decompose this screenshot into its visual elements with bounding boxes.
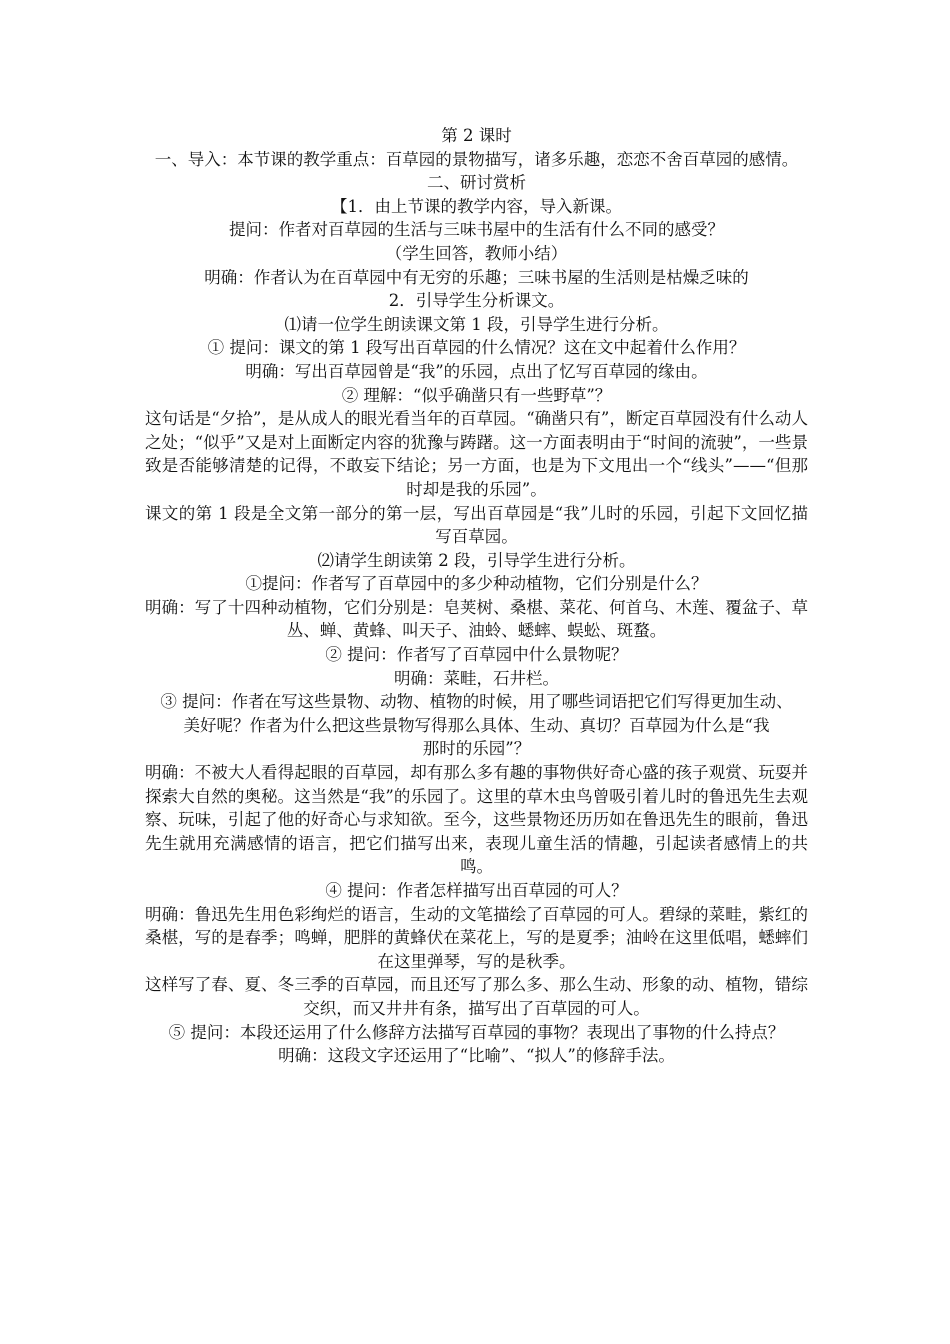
answer-3: 明确：写了十四种动植物，它们分别是：皂荚树、桑椹、菜花、何首乌、木莲、覆盆子、草丛、蝉、黄蜂、叫天子、油蛉、蟋蟀、蜈蚣、斑蝥。 [145,597,808,641]
question-5-part-3: 那时的乐园”？ [422,739,531,759]
analysis-paragraph: 这句话是“夕拾”，是从成人的眼光看当年的百草园。“确凿只有”，断定百草园没有什么动人之处；“似乎”又是对上面断定内容的犹豫与踌躇。这一方面表明由于“时间的流驶”，一些景致是否能够清楚的记得，不敢妄下结论；另一方面，也是为下文甩出一个“线头”——“但那时却是我的乐园”。 [145,409,808,499]
section-heading: 二、研讨赏析 [427,173,526,193]
intro-paragraph: 一、导入：本节课的教学重点：百草园的景物描写，诸多乐趣，恋恋不舍百草园的感情。 [154,149,799,169]
summary-paragraph: 课文的第 1 段是全文第一部分的第一层，写出百草园是“我”儿时的乐园，引起下文回忆描写百草园。 [145,503,808,547]
question-3: ①提问：作者写了百草园中的多少种动植物，它们分别是什么？ [245,574,708,594]
answer-line: 明确：作者认为在百草园中有无穷的乐趣；三味书屋的生活则是枯燥乏味的 [204,267,749,287]
student-answer-note: （学生回答，教师小结） [385,243,568,263]
question-4: ② 提问：作者写了百草园中什么景物呢？ [325,645,628,665]
question-6: ④ 提问：作者怎样描写出百草园的可人？ [325,881,628,900]
sub-step-2: ⑵请学生朗读第 2 段，引导学生进行分析。 [317,550,636,570]
answer-6: 明确：鲁迅先生用色彩绚烂的语言，生动的文笔描绘了百草园的可人。碧绿的菜畦，紫红的桑椹，写的是春季；鸣蝉，肥胖的黄蜂伏在菜花上，写的是夏季；油岭在这里低唱，蟋蟀们在这里弹琴，写的是秋季。 [145,904,808,971]
document-page [145,124,808,1068]
question-2: ② 理解：“似乎确凿只有一些野草”？ [341,385,612,405]
question-5-part-1: ③ 提问：作者在写这些景物、动物、植物的时候，用了哪些词语把它们写得更加生动、 [160,692,793,712]
answer-5: 明确：不被大人看得起眼的百草园，却有那么多有趣的事物供好奇心盛的孩子观赏、玩耍并探索大自然的奥秘。这当然是“我”的乐园了。这里的草木虫鸟曾吸引着儿时的鲁迅先生去观察、玩味，引起了他的好奇心与求知欲。至今，这些景物还历历如在鲁迅先生的眼前，鲁迅先生就用充满感情的语言，把它们描写出来，表现儿童生活的情趣，引起读者感情上的共鸣。 [145,763,808,877]
answer-7: 明确：这段文字还运用了“比喻”、“拟人”的修辞手法。 [278,1046,675,1066]
question-1: ① 提问：课文的第 1 段写出百草园的什么情况？这在文中起着什么作用？ [207,338,746,358]
sub-step-1: ⑴请一位学生朗读课文第 1 段，引导学生进行分析。 [284,314,669,334]
answer-4: 明确：菜畦，石井栏。 [394,668,559,688]
step-2-heading: 2．引导学生分析课文。 [388,291,565,311]
question-line: 提问：作者对百草园的生活与三味书屋中的生活有什么不同的感受？ [229,220,724,240]
lesson-title: 第 2 课时 [441,126,512,145]
step-1-heading: 【1．由上节课的教学内容，导入新课。 [331,196,622,216]
answer-1: 明确：写出百草园曾是“我”的乐园，点出了忆写百草园的缘由。 [245,361,708,381]
summary-6: 这样写了春、夏、冬三季的百草园，而且还写了那么多、那么生动、形象的动、植物，错综交织，而又井井有条，描写出了百草园的可人。 [145,975,808,1018]
question-5-part-2: 美好呢？作者为什么把这些景物写得那么具体、生动、真切？百草园为什么是“我 [183,715,770,735]
question-7: ⑤ 提问：本段还运用了什么修辞方法描写百草园的事物？表现出了事物的什么持点？ [168,1022,785,1042]
